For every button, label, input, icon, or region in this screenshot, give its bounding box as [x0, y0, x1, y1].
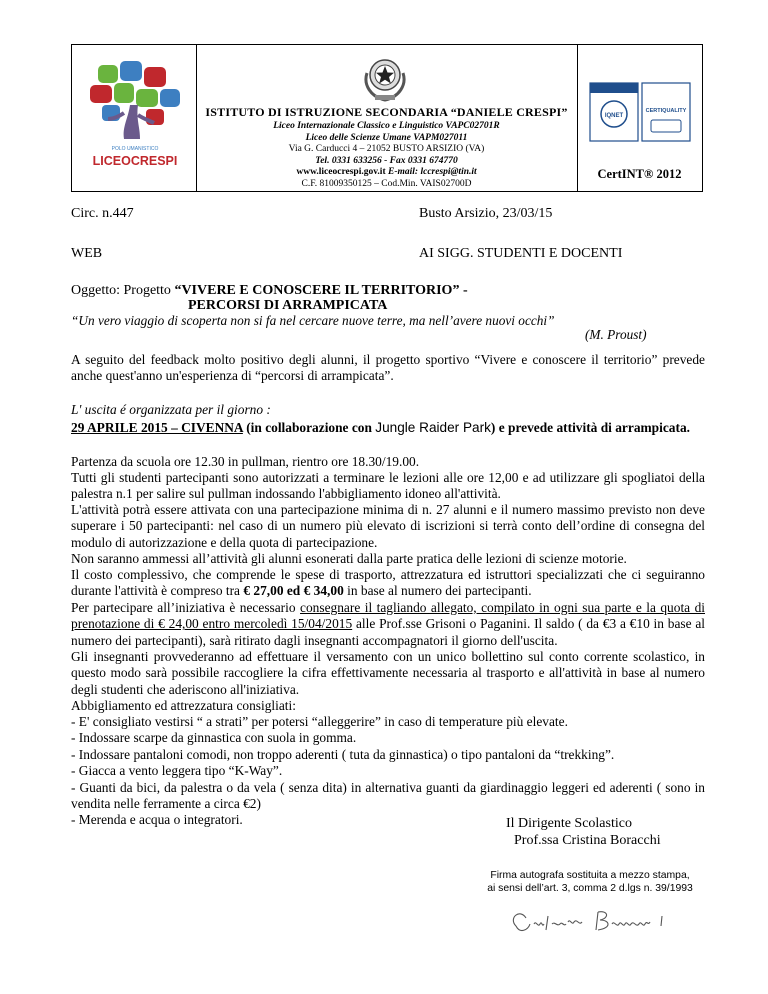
circular-number: Circ. n.447 [71, 206, 134, 221]
signature-role: Il Dirigente Scolastico [506, 816, 632, 831]
teachers-paragraph: Gli insegnanti provvederanno ad effettuare il versamento con un unico bollettino sul conto corrente scolastico, in questo modo sarà possibile raccogliere la cifra effettivamente necessaria al trasporto e all'attività in base al numero degli studenti che aderiscono all'iniziativa. [71, 649, 705, 697]
subject-title-1: “VIVERE E CONOSCERE IL TERRITORIO” - [174, 283, 468, 298]
quote-author: (M. Proust) [585, 327, 647, 342]
authorization-paragraph: Tutti gli studenti partecipanti sono autorizzati a terminare le lezioni alle ore 12,00 e ad utilizzare gli spogliatoi della palestra n.1 per salire sul pullman indossando l'abbigliamento idoneo all'attività. [71, 470, 705, 502]
svg-text:CERTIQUALITY: CERTIQUALITY [645, 108, 687, 114]
list-item: - E' consigliato vestirsi “ a strati” per potersi “alleggerire” in caso di temperature più elevate. [71, 714, 568, 729]
signature-note-2: ai sensi dell’art. 3, comma 2 d.lgs n. 39/1993 [487, 883, 693, 894]
subject-line [71, 283, 468, 299]
certification-badges-icon [589, 82, 691, 144]
institute-details [196, 121, 577, 191]
participation-paragraph [71, 600, 705, 649]
park-name: Jungle Raider Park [375, 420, 491, 435]
institute-website: www.liceocrespi.gov.it [296, 167, 386, 178]
letterhead-logo-cell [72, 45, 197, 191]
uscita-label: L' uscita é organizzata per il giorno : [71, 402, 271, 417]
exempt-paragraph: Non saranno ammessi all’attività gli alunni esonerati dalla parte pratica delle lezioni di scienze motorie. [71, 551, 627, 566]
liceo-crespi-logo-icon [80, 57, 190, 177]
institute-address: Via G. Carducci 4 – 21052 BUSTO ARSIZIO (VA) [288, 144, 485, 155]
quote: “Un vero viaggio di scoperta non si fa nel cercare nuove terre, ma nell’avere nuovi occhi” [71, 313, 555, 328]
list-item: - Indossare scarpe da ginnastica con suola in gomma. [71, 730, 357, 746]
departure-paragraph: Partenza da scuola ore 12.30 in pullman, rientro ore 18.30/19.00. [71, 454, 420, 469]
cost-paragraph [71, 567, 705, 600]
collab-text-2: ) e prevede attività di arrampicata. [490, 420, 690, 435]
institute-line-scienze-umane: Liceo delle Scienze Umane VAPM027011 [305, 132, 468, 143]
letterhead-cert-cell [577, 45, 702, 191]
equipment-list [71, 714, 705, 829]
collab-text-1: (in collaborazione con [242, 420, 376, 435]
svg-text:LICEOCRESPI: LICEOCRESPI [92, 154, 178, 168]
cert-label: CertINT® 2012 [597, 167, 682, 181]
list-item: - Merenda e acqua o integratori. [71, 812, 243, 828]
list-item: - Guanti da bici, da palestra o da vela ( senza dita) in alternativa guanti da giardinaggio leggeri ed aderenti ( sono in vendita nelle ferramente a circa €2) [71, 779, 705, 812]
event-paragraph [71, 420, 705, 436]
participation-text-2: alle Prof.sse Grisoni o Paganini. Il saldo ( da €3 a €10 in base al numero dei partecipanti), sarà ritirato dagli insegnanti accompagnatori il giorno dell'uscita. [71, 616, 705, 648]
participation-text-1: Per partecipare all’iniziativa è necessario [71, 600, 301, 615]
letterhead-institute-cell [196, 45, 578, 191]
svg-text:POLO UMANISTICO: POLO UMANISTICO [111, 146, 159, 152]
handwritten-signature-icon [502, 904, 682, 944]
channel: WEB [71, 246, 103, 261]
cost-text-2: in base al numero dei partecipanti. [343, 583, 532, 599]
institute-title: ISTITUTO DI ISTRUZIONE SECONDARIA “DANIELE CRESPI” [205, 105, 568, 119]
signature-name: Prof.ssa Cristina Boracchi [514, 833, 661, 848]
institute-codes: C.F. 81009350125 – Cod.Min. VAIS02700D [301, 178, 472, 189]
subject-prefix: Oggetto: Progetto [71, 283, 175, 298]
signature-note [470, 869, 710, 895]
cost-text-1: Il costo complessivo, che comprende le spese di trasporto, attrezzatura ed istruttori specializzati che ci seguiranno durante l'attività è compreso tra [71, 567, 705, 599]
institute-phone: Tel. 0331 633256 - Fax 0331 674770 [315, 155, 458, 166]
letterhead [71, 44, 703, 192]
intro-paragraph: A seguito del feedback molto positivo degli alunni, il progetto sportivo “Vivere e conoscere il territorio” prevede anche quest'anno un'esperienza di “percorsi di arrampicata”. [71, 352, 705, 384]
participation-deadline: consegnare il tagliando allegato, compilato in ogni sua parte e la quota di prenotazione di € 24,00 entro mercoledì 15/04/2015 [71, 600, 705, 632]
list-item: - Indossare pantaloni comodi, non troppo aderenti ( tuta da ginnastica) o tipo pantaloni da “trekking”. [71, 746, 615, 762]
signature-block [506, 815, 661, 849]
list-item: - Giacca a vento leggera tipo “K-Way”. [71, 763, 283, 779]
institute-web-mail [196, 167, 577, 179]
italian-republic-emblem-icon [361, 51, 409, 103]
place-date: Busto Arsizio, 23/03/15 [419, 206, 553, 221]
equipment-heading: Abbigliamento ed attrezzatura consigliati: [71, 698, 296, 713]
institute-email: E-mail: lccrespi@tin.it [388, 167, 477, 178]
event-date: 29 APRILE 2015 – CIVENNA [71, 420, 243, 435]
subject-title-2: PERCORSI DI ARRAMPICATA [188, 298, 388, 313]
cost-range: € 27,00 ed € 34,00 [243, 583, 344, 599]
institute-line-classico: Liceo Internazionale Classico e Linguistico VAPC02701R [273, 121, 500, 131]
svg-text:IQNET: IQNET [604, 113, 624, 119]
recipients: AI SIGG. STUDENTI E DOCENTI [419, 246, 623, 261]
signature-note-1: Firma autografa sostituita a mezzo stampa, [490, 870, 690, 881]
activation-paragraph: L'attività potrà essere attivata con una partecipazione minima di n. 27 alunni e il numero massimo previsto non deve superare i 50 partecipanti: nel caso di un numero più elevato di iscrizioni si terrà conto dell’ordine di consegna del modulo di autorizzazione e della quota di partecipazione. [71, 502, 705, 550]
